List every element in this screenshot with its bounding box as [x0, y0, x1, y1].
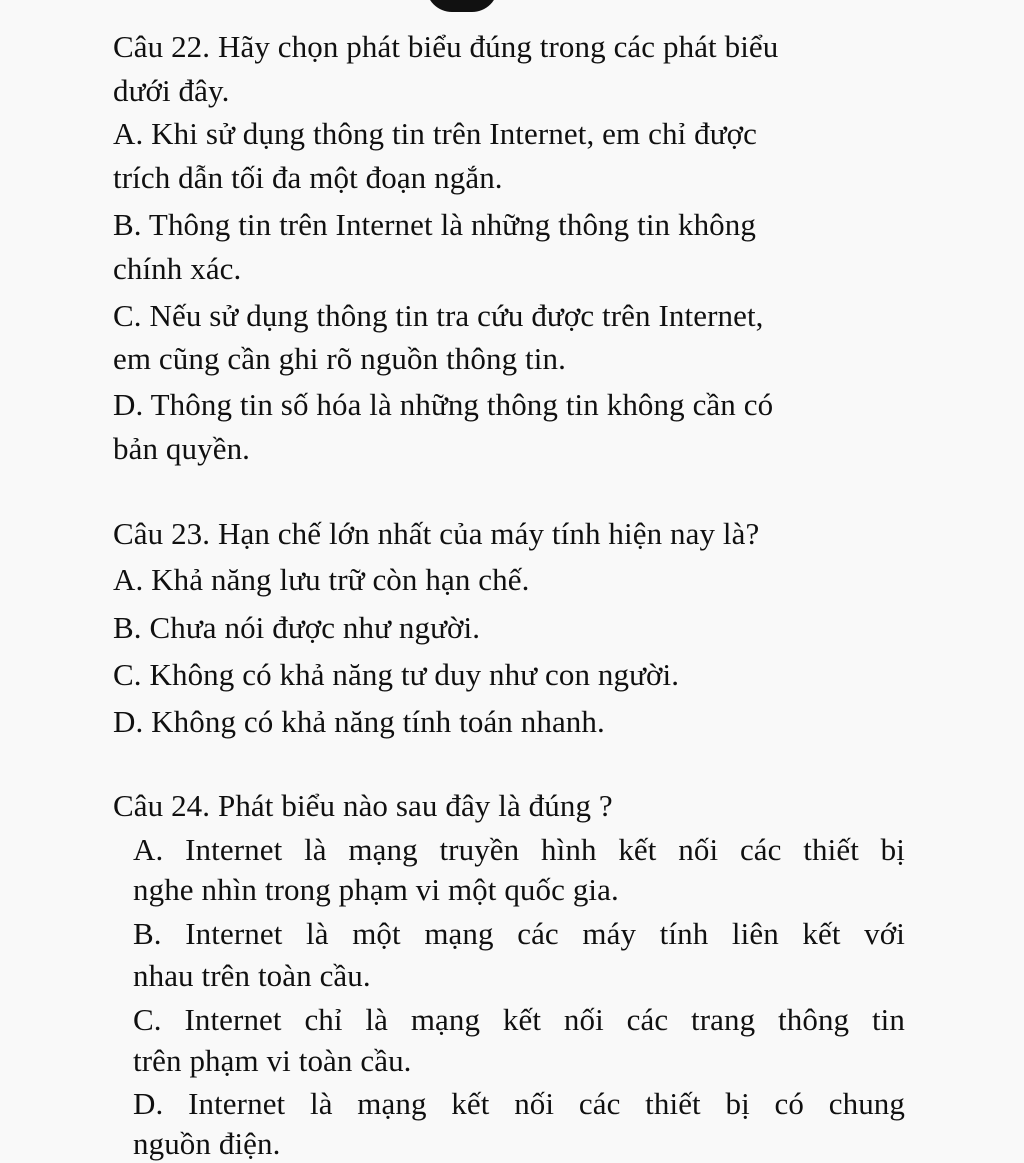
- question-23-option-b: B. Chưa nói được như người.: [113, 610, 481, 645]
- question-22-option-b-cont: chính xác.: [113, 251, 242, 286]
- question-22-option-c-cont: em cũng cần ghi rõ nguồn thông tin.: [113, 341, 566, 376]
- question-24-option-a: A. Internet là mạng truyền hình kết nối các thiết bị: [133, 832, 905, 867]
- question-22-option-a-cont: trích dẫn tối đa một đoạn ngắn.: [113, 160, 503, 195]
- question-24-option-c: C. Internet chỉ là mạng kết nối các trang thông tin: [133, 1002, 905, 1037]
- question-22-title: Câu 22. Hãy chọn phát biểu đúng trong các phát biểu: [113, 29, 779, 64]
- question-24-option-d: D. Internet là mạng kết nối các thiết bị có chung: [133, 1086, 905, 1121]
- question-24-option-b-cont: nhau trên toàn cầu.: [133, 958, 371, 993]
- question-23-option-a: A. Khả năng lưu trữ còn hạn chế.: [113, 562, 530, 597]
- top-edge-dark-shape: [426, 0, 498, 12]
- question-23-title: Câu 23. Hạn chế lớn nhất của máy tính hiện nay là?: [113, 516, 760, 551]
- question-24-option-d-cont: nguồn điện.: [133, 1126, 281, 1161]
- question-22-option-d-cont: bản quyền.: [113, 431, 251, 466]
- question-22-title-cont: dưới đây.: [113, 73, 230, 108]
- question-24-option-a-cont: nghe nhìn trong phạm vi một quốc gia.: [133, 872, 619, 907]
- question-24-title: Câu 24. Phát biểu nào sau đây là đúng ?: [113, 788, 613, 823]
- question-22-option-b: B. Thông tin trên Internet là những thông tin không: [113, 207, 756, 242]
- question-24-option-c-cont: trên phạm vi toàn cầu.: [133, 1043, 412, 1078]
- question-23-option-c: C. Không có khả năng tư duy như con người.: [113, 657, 680, 692]
- question-22-option-c: C. Nếu sử dụng thông tin tra cứu được trên Internet,: [113, 298, 764, 333]
- question-22-option-a: A. Khi sử dụng thông tin trên Internet, em chỉ được: [113, 116, 757, 151]
- question-23-option-d: D. Không có khả năng tính toán nhanh.: [113, 704, 605, 739]
- question-22-option-d: D. Thông tin số hóa là những thông tin không cần có: [113, 387, 774, 422]
- question-24-option-b: B. Internet là một mạng các máy tính liên kết với: [133, 916, 905, 951]
